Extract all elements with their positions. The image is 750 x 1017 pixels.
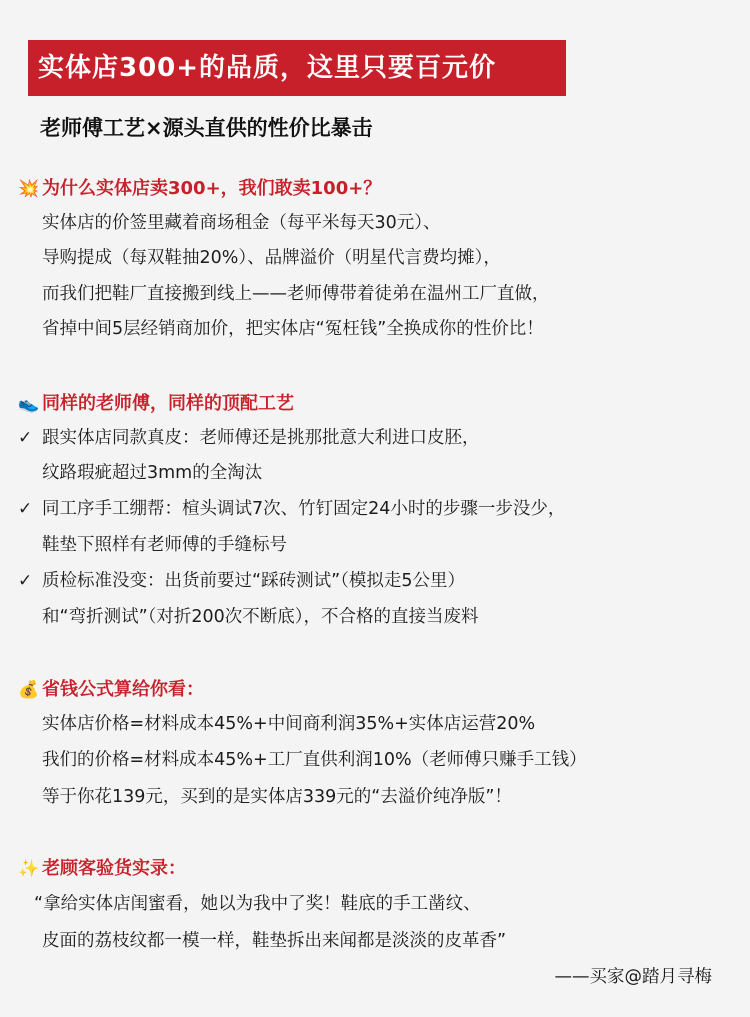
check-icon: ✓	[18, 428, 33, 448]
review-signature: ——买家@踏月寻梅	[554, 967, 712, 987]
formula-line-2: 我们的价格=材料成本45%+工厂直供利润10%（老师傅只赚手工钱）	[42, 750, 587, 770]
collision-icon: 💥	[18, 178, 40, 199]
check-icon: ✓	[18, 571, 33, 591]
craft-item-2-line-1: 同工序手工绷帮：楦头调试7次、竹钉固定24小时的步骤一步没少，	[42, 499, 566, 519]
review-quote-line-1: “拿给实体店闺蜜看，她以为我中了奖！鞋底的手工凿纹、	[34, 894, 481, 914]
sparkles-icon: ✨	[18, 858, 40, 879]
section-formula-title: 省钱公式算给你看：	[42, 678, 204, 700]
formula-line-1: 实体店价格=材料成本45%+中间商利润35%+实体店运营20%	[42, 714, 536, 734]
section-review-title: 老顾客验货实录：	[42, 857, 186, 879]
craft-item-1-line-1: 跟实体店同款真皮：老师傅还是挑那批意大利进口皮胚，	[42, 428, 480, 448]
craft-item-3-line-1: 质检标准没变：出货前要过“踩砖测试”（模拟走5公里）	[42, 571, 466, 591]
subtitle: 老师傅工艺×源头直供的性价比暴击	[40, 116, 373, 140]
section-why-heading	[18, 175, 381, 201]
section-craft-heading	[18, 390, 294, 416]
section-formula-heading	[18, 676, 204, 702]
review-quote-line-2: 皮面的荔枝纹都一模一样，鞋垫拆出来闻都是淡淡的皮革香”	[42, 931, 507, 951]
check-icon: ✓	[18, 499, 33, 519]
section-craft-title: 同样的老师傅，同样的顶配工艺	[42, 392, 294, 414]
why-line-2: 导购提成（每双鞋抽20%）、品牌溢价（明星代言费均摊），	[42, 248, 501, 268]
section-review-heading	[18, 855, 186, 881]
why-line-1: 实体店的价签里藏着商场租金（每平米每天30元）、	[42, 213, 441, 233]
craft-item-3-line-2: 和“弯折测试”（对折200次不断底），不合格的直接当废料	[42, 607, 479, 627]
craft-item-1-line-2: 纹路瑕疵超过3mm的全淘汰	[42, 463, 263, 483]
money-bag-icon: 💰	[18, 679, 40, 700]
section-why-title: 为什么实体店卖300+，我们敢卖100+？	[42, 177, 382, 199]
title-banner: 实体店300+的品质，这里只要百元价	[28, 40, 566, 96]
why-line-3: 而我们把鞋厂直接搬到线上——老师傅带着徒弟在温州工厂直做，	[42, 284, 550, 304]
craft-item-2-line-2: 鞋垫下照样有老师傅的手缝标号	[42, 535, 287, 555]
why-line-4: 省掉中间5层经销商加价，把实体店“冤枉钱”全换成你的性价比！	[42, 319, 544, 339]
shoe-icon: 👟	[18, 393, 40, 414]
formula-line-3: 等于你花139元，买到的是实体店339元的“去溢价纯净版”！	[42, 787, 512, 807]
